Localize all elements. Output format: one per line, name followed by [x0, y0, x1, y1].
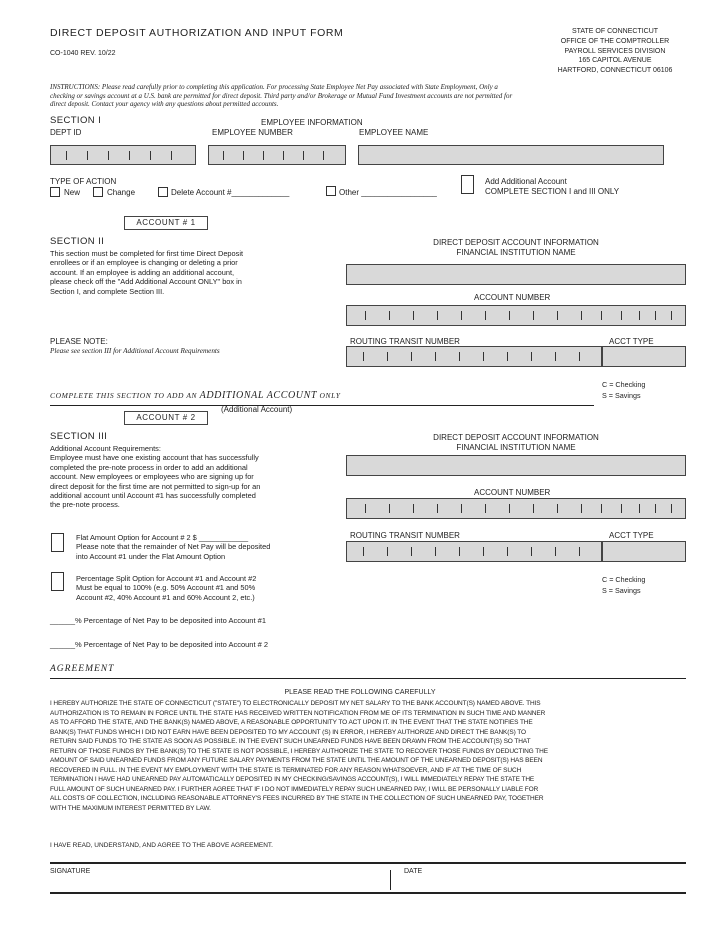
account-1-label: ACCOUNT # 1: [124, 216, 208, 230]
add-account-label: Add Additional Account: [485, 177, 567, 186]
please-note-label: PLEASE NOTE:: [50, 337, 108, 346]
read-carefully: PLEASE READ THE FOLLOWING CAREFULLY: [284, 689, 436, 696]
account-2-routing-label: ROUTING TRANSIT NUMBER: [350, 531, 460, 540]
employee-number-label: EMPLOYEE NUMBER: [212, 128, 293, 137]
signature-field[interactable]: [50, 872, 386, 890]
delete-account-checkbox[interactable]: [158, 187, 168, 197]
section-1-heading: SECTION I: [50, 115, 102, 126]
percentage-account-1[interactable]: ______% Percentage of Net Pay to be deposited into Account #1: [50, 616, 266, 625]
additional-account-banner: COMPLETE THIS SECTION TO ADD AN ADDITIONAL ACCOUNT ONLY: [50, 390, 341, 401]
account-2-sublabel: (Additional Account): [221, 405, 293, 414]
account-1-number-field[interactable]: [346, 305, 686, 326]
agreement-body: I HEREBY AUTHORIZE THE STATE OF CONNECTICUT ("STATE") TO ELECTRONICALLY DEPOSIT MY NET SALARY TO THE BANK ACCOUNT(S) NAMED ABOVE. THIS AUTHORIZATION IS TO REMAIN IN FORCE UNTIL THE STATE HAS RECEIVED WRITTEN NOTIFICATION FROM ME OF ITS TERMINATION IN SUCH TIME AND MANNER AS TO AFFORD THE STATE, AND THE BANK(S) NAMED ABOVE, A REASONABLE OPPORTUNITY TO ACT UPON IT. IN THE EVENT THAT THE STATE NOTIFIES THE BANK(S) THAT FUNDS WHICH I DID NOT EARN HAVE BEEN DEPOSITED TO MY ACCOUNT (S) IN ERROR, I HEREBY AUTHORIZE AND DIRECT THE BANK(S) TO RETURN SAID FUNDS TO THE STATE AS SOON AS POSSIBLE. IN THE EVENT SUCH UNEARNED FUNDS HAVE BEEN DRAWN FROM THE ACCOUNT(S) SO THAT RETURN OF THOSE FUNDS BY THE BANK(S) TO THE STATE IS NOT POSSIBLE, I HEREBY AUTHORIZE THE STATE TO RECOVER THOSE FUNDS BY DEDUCTING THE AMOUNT OF SAID UNEARNED FUNDS FROM ANY FUTURE SALARY PAYMENTS FROM THE STATE UNTIL THE AMOUNT OF THE UNEARNED DEPOSIT(S) HAS BEEN RECOVERED IN FULL. IN THE EVENT MY EMPLOYMENT WITH THE STATE IS TERMINATED FOR ANY REASON WHATSOEVER, AND IF AT THE TIME OF SUCH TERMINATION I HAVE HAD UNEARNED PAY AUTOMATICALLY DEPOSITED IN MY CHECKING/SAVINGS ACCOUNT(S), I WILL IMMEDIATELY REPAY THE STATE THE FULL AMOUNT OF SUCH UNEARNED PAY. I FURTHER AGREE THAT IF I DO NOT IMMEDIATELY REPAY SUCH UNEARNED PAY, I WILL BE PERSONALLY LIABLE FOR ALL COSTS OF COLLECTION, INCLUDING REASONABLE ATTORNEY'S FEES INCURRED BY THE STATE IN THE COLLECTION OF SUCH UNEARNED PAY, TOGETHER WITH THE MAXIMUM INTEREST PERMITTED BY LAW.: [50, 700, 548, 812]
dept-id-field[interactable]: [50, 145, 196, 165]
form-number: CO-1040 REV. 10/22: [50, 50, 116, 57]
account-1-acct-type-label: ACCT TYPE: [609, 337, 654, 346]
instructions: INSTRUCTIONS: Please read carefully prior to completing this application. For processing State Employee Net Pay associated with State Employment, Only a checking or savings account at a U.S. bank are permitted for direct deposit. Third party and/or Brokerage or Mutual Fund Investment accounts are not permitted for direct deposit. Contact your agency with any questions about permitted accounts.: [50, 83, 513, 109]
account-1-acct-type-field[interactable]: [602, 346, 686, 367]
account-2-info-title: DIRECT DEPOSIT ACCOUNT INFORMATION FINANCIAL INSTITUTION NAME: [433, 433, 599, 452]
percentage-split-option: Percentage Split Option for Account #1 and Account #2 Must be equal to 100% (e.g. 50% Account #1 and 50% Account #2, 40% Account #1 and 60% Account 2, etc.): [76, 574, 257, 602]
employee-information-label: EMPLOYEE INFORMATION: [261, 118, 363, 127]
signature-bottom-rule: [50, 892, 686, 894]
section-2-heading: SECTION II: [50, 236, 105, 247]
agreement-divider: [50, 678, 686, 679]
add-account-note: COMPLETE SECTION I and III ONLY: [485, 187, 620, 196]
account-2-acct-type-legend: C = Checking S = Savings: [602, 575, 646, 595]
flat-amount-option: Flat Amount Option for Account # 2 $ ____________ Please note that the remainder of Net Pay will be deposited into Account #1 under the Flat Amount Option: [76, 533, 271, 561]
new-label: New: [64, 188, 81, 197]
section-3-heading: SECTION III: [50, 431, 108, 442]
agency-address: STATE OF CONNECTICUT OFFICE OF THE COMPTROLLER PAYROLL SERVICES DIVISION 165 CAPITOL AVENUE HARTFORD, CONNECTICUT 06106: [557, 28, 673, 75]
percentage-account-2[interactable]: ______% Percentage of Net Pay to be deposited into Account # 2: [50, 640, 269, 649]
change-checkbox[interactable]: [93, 187, 103, 197]
please-note-text: Please see section III for Additional Account Requirements: [50, 347, 220, 355]
account-2-routing-field[interactable]: [346, 541, 602, 562]
account-1-institution-field[interactable]: [346, 264, 686, 285]
account-1-routing-label: ROUTING TRANSIT NUMBER: [350, 337, 460, 346]
signature-date-divider: [390, 870, 391, 890]
signature-label: SIGNATURE: [50, 868, 91, 875]
account-2-label: ACCOUNT # 2: [124, 411, 208, 425]
section-3-description: Additional Account Requirements: Employee must have one existing account that has successfully completed the pre-note process in order to add an additional account. New employees or employees who are signing up for direct deposit for the first time are not permitted to sign-up for an additional account until Account #1 has successfully completed the pre-note process.: [50, 444, 261, 510]
account-2-institution-field[interactable]: [346, 455, 686, 476]
account-2-number-label: ACCOUNT NUMBER: [474, 488, 551, 497]
agreement-acknowledge: I HAVE READ, UNDERSTAND, AND AGREE TO THE ABOVE AGREEMENT.: [50, 842, 273, 849]
add-account-checkbox[interactable]: [461, 175, 474, 194]
change-label: Change: [107, 188, 136, 197]
type-of-action-label: TYPE OF ACTION: [50, 177, 117, 186]
account-2-acct-type-field[interactable]: [602, 541, 686, 562]
employee-number-field[interactable]: [208, 145, 346, 165]
account-1-routing-field[interactable]: [346, 346, 602, 367]
new-checkbox[interactable]: [50, 187, 60, 197]
account-1-acct-type-legend: C = Checking S = Savings: [602, 380, 646, 400]
other-checkbox[interactable]: [326, 186, 336, 196]
percentage-split-checkbox[interactable]: [51, 572, 64, 591]
account-2-acct-type-label: ACCT TYPE: [609, 531, 654, 540]
banner-divider: [50, 405, 594, 406]
form-title: DIRECT DEPOSIT AUTHORIZATION AND INPUT FORM: [50, 27, 344, 39]
account-2-number-field[interactable]: [346, 498, 686, 519]
flat-amount-checkbox[interactable]: [51, 533, 64, 552]
employee-name-field[interactable]: [358, 145, 664, 165]
employee-name-label: EMPLOYEE NAME: [359, 128, 429, 137]
dept-id-label: DEPT ID: [50, 128, 82, 137]
signature-top-rule: [50, 862, 686, 864]
agreement-heading: AGREEMENT: [50, 664, 115, 674]
other-label: Other _________________: [339, 188, 437, 197]
account-1-number-label: ACCOUNT NUMBER: [474, 293, 551, 302]
date-label: DATE: [404, 868, 423, 875]
account-1-info-title: DIRECT DEPOSIT ACCOUNT INFORMATION FINANCIAL INSTITUTION NAME: [433, 238, 599, 257]
section-2-description: This section must be completed for first time Direct Deposit enrollees or if an employee is changing or deleting a prior account. If an employee is adding an additional account, please check off the "Add Additional Account ONLY" box in Section I, and complete Section III.: [50, 249, 244, 296]
date-field[interactable]: [400, 876, 680, 890]
delete-account-label: Delete Account #_____________: [171, 188, 290, 197]
